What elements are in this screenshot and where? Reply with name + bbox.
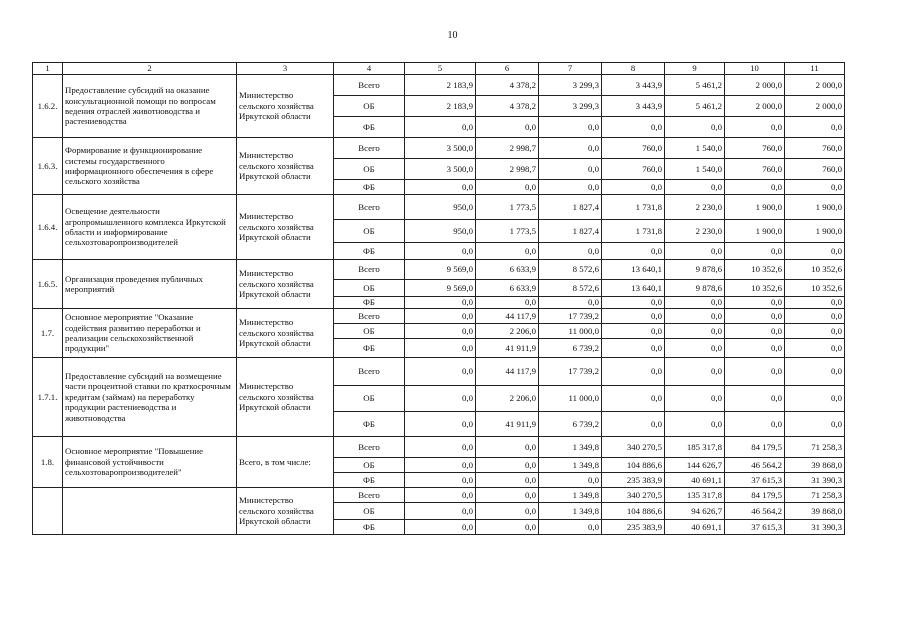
row-name-empty — [63, 488, 237, 535]
row-name: Организация проведения публичных мероприятий — [63, 260, 237, 309]
amount-cell: 760,0 — [725, 159, 785, 180]
amount-cell: 0,0 — [405, 339, 476, 358]
amount-cell: 0,0 — [476, 117, 539, 138]
amount-cell: 104 886,6 — [602, 503, 665, 520]
funding-source: Всего — [334, 195, 405, 220]
amount-cell: 11 000,0 — [539, 386, 602, 412]
amount-cell: 0,0 — [602, 386, 665, 412]
funding-source: ФБ — [334, 117, 405, 138]
amount-cell: 10 352,6 — [785, 260, 845, 280]
amount-cell: 0,0 — [785, 339, 845, 358]
amount-cell: 13 640,1 — [602, 280, 665, 297]
amount-cell: 8 572,6 — [539, 260, 602, 280]
amount-cell: 0,0 — [785, 412, 845, 437]
funding-source: Всего — [334, 358, 405, 386]
amount-cell: 0,0 — [405, 503, 476, 520]
column-header: 9 — [665, 63, 725, 75]
column-header: 10 — [725, 63, 785, 75]
row-executor: Министерство сельского хозяйства Иркутской области — [237, 488, 334, 535]
funding-source: Всего — [334, 138, 405, 159]
amount-cell: 17 739,2 — [539, 309, 602, 324]
amount-cell: 6 633,9 — [476, 260, 539, 280]
amount-cell: 235 383,9 — [602, 473, 665, 488]
row-executor: Министерство сельского хозяйства Иркутской области — [237, 138, 334, 195]
amount-cell: 0,0 — [665, 339, 725, 358]
amount-cell: 2 000,0 — [785, 75, 845, 96]
amount-cell: 2 000,0 — [725, 75, 785, 96]
amount-cell: 39 868,0 — [785, 458, 845, 473]
amount-cell: 1 900,0 — [785, 195, 845, 220]
funding-source: Всего — [334, 437, 405, 458]
amount-cell: 0,0 — [665, 243, 725, 260]
header-row — [33, 63, 845, 75]
amount-cell: 3 500,0 — [405, 159, 476, 180]
funding-source: ФБ — [334, 473, 405, 488]
amount-cell: 10 352,6 — [725, 280, 785, 297]
table-row — [33, 309, 845, 324]
amount-cell: 0,0 — [405, 324, 476, 339]
amount-cell: 0,0 — [665, 117, 725, 138]
amount-cell: 11 000,0 — [539, 324, 602, 339]
funding-source: ОБ — [334, 458, 405, 473]
amount-cell: 0,0 — [405, 180, 476, 195]
amount-cell: 2 230,0 — [665, 220, 725, 243]
page-number: 10 — [447, 30, 458, 41]
amount-cell: 3 299,3 — [539, 96, 602, 117]
funding-source: ФБ — [334, 339, 405, 358]
amount-cell: 0,0 — [539, 159, 602, 180]
amount-cell: 9 569,0 — [405, 280, 476, 297]
funding-source: Всего — [334, 75, 405, 96]
amount-cell: 1 900,0 — [725, 220, 785, 243]
funding-source: Всего — [334, 260, 405, 280]
amount-cell: 0,0 — [725, 324, 785, 339]
amount-cell: 0,0 — [476, 503, 539, 520]
amount-cell: 0,0 — [602, 297, 665, 309]
amount-cell: 0,0 — [725, 180, 785, 195]
funding-source: ОБ — [334, 503, 405, 520]
amount-cell: 1 731,8 — [602, 220, 665, 243]
funding-source: Всего — [334, 488, 405, 503]
row-executor: Всего, в том числе: — [237, 437, 334, 488]
amount-cell: 0,0 — [785, 297, 845, 309]
amount-cell: 40 691,1 — [665, 473, 725, 488]
row-name: Предоставление субсидий на возмещение части процентной ставки по краткосрочным кредитам (займам) на переработку продукции растениеводства и животноводства — [63, 358, 237, 437]
row-executor: Министерство сельского хозяйства Иркутской области — [237, 358, 334, 437]
amount-cell: 0,0 — [725, 117, 785, 138]
amount-cell: 0,0 — [476, 473, 539, 488]
column-header: 1 — [33, 63, 63, 75]
funding-source: ФБ — [334, 180, 405, 195]
column-header: 5 — [405, 63, 476, 75]
row-name: Основное мероприятие "Повышение финансовой устойчивости сельхозтоваропроизводителей" — [63, 437, 237, 488]
amount-cell: 0,0 — [405, 309, 476, 324]
amount-cell: 1 349,8 — [539, 488, 602, 503]
amount-cell: 0,0 — [405, 243, 476, 260]
amount-cell: 0,0 — [405, 458, 476, 473]
amount-cell: 0,0 — [476, 243, 539, 260]
amount-cell: 0,0 — [725, 358, 785, 386]
amount-cell: 135 317,8 — [665, 488, 725, 503]
amount-cell: 1 900,0 — [785, 220, 845, 243]
amount-cell: 4 378,2 — [476, 75, 539, 96]
amount-cell: 2 998,7 — [476, 159, 539, 180]
amount-cell: 0,0 — [539, 473, 602, 488]
amount-cell: 3 443,9 — [602, 96, 665, 117]
row-name: Основное мероприятие "Оказание содействия развитию переработки и реализации сельскохозяйственной продукции" — [63, 309, 237, 358]
amount-cell: 0,0 — [539, 180, 602, 195]
row-code: 1.8. — [33, 437, 63, 488]
row-executor: Министерство сельского хозяйства Иркутской области — [237, 260, 334, 309]
amount-cell: 17 739,2 — [539, 358, 602, 386]
amount-cell: 31 390,3 — [785, 473, 845, 488]
amount-cell: 0,0 — [476, 297, 539, 309]
amount-cell: 1 349,8 — [539, 437, 602, 458]
amount-cell: 0,0 — [665, 386, 725, 412]
amount-cell: 950,0 — [405, 195, 476, 220]
amount-cell: 0,0 — [725, 412, 785, 437]
amount-cell: 760,0 — [602, 159, 665, 180]
table-row — [33, 358, 845, 386]
amount-cell: 1 349,8 — [539, 503, 602, 520]
amount-cell: 6 633,9 — [476, 280, 539, 297]
amount-cell: 84 179,5 — [725, 437, 785, 458]
amount-cell: 0,0 — [405, 297, 476, 309]
funding-source: ФБ — [334, 243, 405, 260]
column-header: 8 — [602, 63, 665, 75]
amount-cell: 340 270,5 — [602, 437, 665, 458]
amount-cell: 40 691,1 — [665, 520, 725, 535]
amount-cell: 0,0 — [539, 117, 602, 138]
amount-cell: 1 540,0 — [665, 159, 725, 180]
amount-cell: 760,0 — [785, 138, 845, 159]
amount-cell: 0,0 — [476, 458, 539, 473]
amount-cell: 44 117,9 — [476, 309, 539, 324]
table-row — [33, 195, 845, 220]
amount-cell: 31 390,3 — [785, 520, 845, 535]
amount-cell: 2 998,7 — [476, 138, 539, 159]
amount-cell: 2 183,9 — [405, 75, 476, 96]
column-header: 11 — [785, 63, 845, 75]
amount-cell: 4 378,2 — [476, 96, 539, 117]
row-code: 1.7.1. — [33, 358, 63, 437]
amount-cell: 0,0 — [785, 386, 845, 412]
amount-cell: 8 572,6 — [539, 280, 602, 297]
amount-cell: 760,0 — [785, 159, 845, 180]
table-row — [33, 437, 845, 458]
amount-cell: 9 878,6 — [665, 260, 725, 280]
column-header: 3 — [237, 63, 334, 75]
amount-cell: 0,0 — [602, 117, 665, 138]
funding-source: ОБ — [334, 324, 405, 339]
row-code: 1.7. — [33, 309, 63, 358]
amount-cell: 0,0 — [665, 358, 725, 386]
budget-table — [32, 62, 845, 535]
row-code: 1.6.3. — [33, 138, 63, 195]
amount-cell: 3 443,9 — [602, 75, 665, 96]
amount-cell: 41 911,9 — [476, 412, 539, 437]
amount-cell: 0,0 — [602, 324, 665, 339]
amount-cell: 2 206,0 — [476, 386, 539, 412]
amount-cell: 0,0 — [602, 243, 665, 260]
amount-cell: 0,0 — [665, 309, 725, 324]
amount-cell: 0,0 — [665, 412, 725, 437]
amount-cell: 0,0 — [785, 243, 845, 260]
amount-cell: 9 569,0 — [405, 260, 476, 280]
amount-cell: 0,0 — [405, 358, 476, 386]
amount-cell: 10 352,6 — [725, 260, 785, 280]
amount-cell: 0,0 — [725, 386, 785, 412]
funding-source: ФБ — [334, 297, 405, 309]
amount-cell: 0,0 — [602, 412, 665, 437]
amount-cell: 0,0 — [602, 180, 665, 195]
amount-cell: 0,0 — [539, 243, 602, 260]
amount-cell: 104 886,6 — [602, 458, 665, 473]
amount-cell: 3 500,0 — [405, 138, 476, 159]
table-row — [33, 138, 845, 159]
amount-cell: 71 258,3 — [785, 488, 845, 503]
row-code: 1.6.5. — [33, 260, 63, 309]
amount-cell: 1 773,5 — [476, 195, 539, 220]
amount-cell: 1 349,8 — [539, 458, 602, 473]
row-name: Предоставление субсидий на оказание консультационной помощи по вопросам ведения отраслей животноводства и растениеводства — [63, 75, 237, 138]
amount-cell: 6 739,2 — [539, 412, 602, 437]
row-executor: Министерство сельского хозяйства Иркутской области — [237, 75, 334, 138]
amount-cell: 0,0 — [665, 180, 725, 195]
amount-cell: 1 540,0 — [665, 138, 725, 159]
amount-cell: 37 615,3 — [725, 473, 785, 488]
amount-cell: 0,0 — [539, 138, 602, 159]
amount-cell: 3 299,3 — [539, 75, 602, 96]
amount-cell: 0,0 — [785, 117, 845, 138]
amount-cell: 0,0 — [602, 309, 665, 324]
amount-cell: 13 640,1 — [602, 260, 665, 280]
amount-cell: 2 000,0 — [785, 96, 845, 117]
amount-cell: 760,0 — [725, 138, 785, 159]
column-header: 7 — [539, 63, 602, 75]
amount-cell: 44 117,9 — [476, 358, 539, 386]
amount-cell: 41 911,9 — [476, 339, 539, 358]
row-executor: Министерство сельского хозяйства Иркутской области — [237, 195, 334, 260]
amount-cell: 1 731,8 — [602, 195, 665, 220]
table-row — [33, 75, 845, 96]
amount-cell: 1 773,5 — [476, 220, 539, 243]
amount-cell: 46 564,2 — [725, 503, 785, 520]
amount-cell: 0,0 — [405, 412, 476, 437]
row-code-empty — [33, 488, 63, 535]
amount-cell: 0,0 — [785, 324, 845, 339]
funding-source: ОБ — [334, 220, 405, 243]
funding-source: ОБ — [334, 159, 405, 180]
amount-cell: 144 626,7 — [665, 458, 725, 473]
funding-source: ОБ — [334, 386, 405, 412]
amount-cell: 37 615,3 — [725, 520, 785, 535]
amount-cell: 0,0 — [476, 520, 539, 535]
amount-cell: 94 626,7 — [665, 503, 725, 520]
amount-cell: 39 868,0 — [785, 503, 845, 520]
amount-cell: 0,0 — [539, 297, 602, 309]
amount-cell: 760,0 — [602, 138, 665, 159]
funding-source: ФБ — [334, 412, 405, 437]
amount-cell: 0,0 — [665, 324, 725, 339]
amount-cell: 0,0 — [539, 520, 602, 535]
amount-cell: 0,0 — [725, 309, 785, 324]
amount-cell: 0,0 — [785, 358, 845, 386]
amount-cell: 2 000,0 — [725, 96, 785, 117]
amount-cell: 0,0 — [405, 488, 476, 503]
amount-cell: 0,0 — [405, 386, 476, 412]
amount-cell: 185 317,8 — [665, 437, 725, 458]
amount-cell: 0,0 — [725, 339, 785, 358]
amount-cell: 1 900,0 — [725, 195, 785, 220]
amount-cell: 1 827,4 — [539, 195, 602, 220]
row-code: 1.6.4. — [33, 195, 63, 260]
funding-source: ОБ — [334, 96, 405, 117]
column-header: 4 — [334, 63, 405, 75]
amount-cell: 2 183,9 — [405, 96, 476, 117]
row-name: Формирование и функционирование системы государственного информационного обеспечения в сфере сельского хозяйства — [63, 138, 237, 195]
funding-source: ОБ — [334, 280, 405, 297]
table-row — [33, 488, 845, 503]
amount-cell: 950,0 — [405, 220, 476, 243]
amount-cell: 235 383,9 — [602, 520, 665, 535]
amount-cell: 0,0 — [785, 180, 845, 195]
amount-cell: 0,0 — [725, 297, 785, 309]
funding-source: ФБ — [334, 520, 405, 535]
column-header: 2 — [63, 63, 237, 75]
amount-cell: 0,0 — [785, 309, 845, 324]
amount-cell: 340 270,5 — [602, 488, 665, 503]
amount-cell: 0,0 — [476, 180, 539, 195]
amount-cell: 0,0 — [405, 520, 476, 535]
amount-cell: 0,0 — [602, 339, 665, 358]
amount-cell: 5 461,2 — [665, 75, 725, 96]
amount-cell: 0,0 — [725, 243, 785, 260]
amount-cell: 0,0 — [405, 437, 476, 458]
amount-cell: 0,0 — [476, 437, 539, 458]
column-header: 6 — [476, 63, 539, 75]
amount-cell: 0,0 — [405, 117, 476, 138]
amount-cell: 0,0 — [602, 358, 665, 386]
amount-cell: 0,0 — [665, 297, 725, 309]
amount-cell: 0,0 — [476, 488, 539, 503]
row-code: 1.6.2. — [33, 75, 63, 138]
amount-cell: 84 179,5 — [725, 488, 785, 503]
amount-cell: 2 206,0 — [476, 324, 539, 339]
amount-cell: 10 352,6 — [785, 280, 845, 297]
table-row — [33, 260, 845, 280]
amount-cell: 5 461,2 — [665, 96, 725, 117]
amount-cell: 46 564,2 — [725, 458, 785, 473]
funding-source: Всего — [334, 309, 405, 324]
amount-cell: 2 230,0 — [665, 195, 725, 220]
amount-cell: 6 739,2 — [539, 339, 602, 358]
amount-cell: 9 878,6 — [665, 280, 725, 297]
amount-cell: 0,0 — [405, 473, 476, 488]
amount-cell: 71 258,3 — [785, 437, 845, 458]
row-name: Освещение деятельности агропромышленного комплекса Иркутской области и информирование сельхозтоваропроизводителей — [63, 195, 237, 260]
row-executor: Министерство сельского хозяйства Иркутской области — [237, 309, 334, 358]
amount-cell: 1 827,4 — [539, 220, 602, 243]
